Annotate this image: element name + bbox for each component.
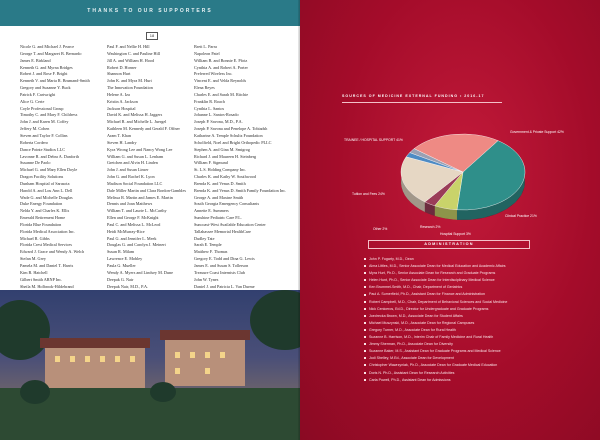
label-research: Research 2%	[420, 225, 441, 229]
administration-item	[364, 377, 574, 384]
administration-item-text: Jimmy Sherman, Ph.D., Associate Dean for Diversity	[369, 342, 453, 347]
donor-name: Susanne De Paolo	[20, 160, 51, 166]
administration-item	[364, 284, 574, 291]
donor-name: Paul G. and Jennifer L. Meek	[107, 235, 157, 241]
donor-name: Michael R. Gibbs	[20, 235, 50, 241]
administration-item	[364, 348, 574, 355]
donor-name: Gretchen and Alvin H. Linden	[107, 160, 158, 166]
donor-name: Douglas G. and Carolyn J. Meinert	[107, 242, 166, 248]
donor-name: Steven H. Landry	[107, 139, 137, 145]
donor-name: Brenda K. and Venus D. Smith	[194, 180, 246, 186]
bullet-icon	[364, 294, 366, 296]
donor-name: Treasure Coast Internists Club	[194, 269, 245, 275]
donor-name: Kyra Wrong Lee and Nancy Wong Lee	[107, 146, 173, 152]
bullet-icon	[364, 372, 366, 374]
label-hospital: Hospital Support 3%	[440, 232, 471, 236]
administration-item-text: Suzanne B. Harrison, M.D., Interim Chair of Family Medicine and Rural Health	[369, 335, 494, 340]
donor-name: Wade G. and Michelle Douglas	[20, 194, 73, 200]
donor-name: The Innovation Foundation	[107, 85, 153, 91]
chart-title: SOURCES OF MEDICINE EXTERNAL FUNDING • 2016-17	[342, 94, 485, 98]
donor-name: Sarah E. Temple	[194, 242, 222, 248]
donor-name: Napoleon Patel	[194, 50, 220, 56]
bullet-icon	[364, 343, 366, 345]
donor-name: Pamela M. and Daniel T. Harris	[20, 263, 74, 268]
donor-name: Elena Reyes	[194, 85, 215, 91]
bullet-icon	[364, 357, 366, 359]
label-trainee-support: TRAINEE / HOSPITAL SUPPORT 41%	[344, 138, 403, 142]
donor-name: Florida Blue Foundation	[20, 221, 62, 227]
page-number: 18	[146, 32, 158, 40]
donor-name: Florida Medical Association Inc.	[20, 228, 75, 234]
donor-name: James E. Birkland	[20, 57, 51, 63]
donor-name: James E. and Susan S. Tollerson	[194, 263, 249, 268]
administration-item	[364, 306, 574, 313]
administration-item-text: Gregory Turner, M.D., Associate Dean for Rural Health	[369, 327, 456, 332]
administration-item	[364, 355, 574, 362]
donor-name: Ellen and George F. McKnight	[107, 215, 159, 221]
donor-name: Charles K. and Kathy W. Southwood	[194, 174, 256, 180]
administration-item	[364, 341, 574, 348]
donor-name: Jill A. and William H. Hood	[107, 57, 155, 63]
bullet-icon	[364, 364, 366, 366]
donor-name: Tallahassee Memorial HealthCare	[194, 228, 251, 234]
bullet-icon	[364, 301, 366, 303]
donor-name: Paula G. Mueller	[107, 263, 136, 268]
donor-name: Matthew F. Thomas	[194, 249, 228, 255]
donor-name: William F. Sigmund	[194, 160, 228, 166]
donor-name: Gregory and Suzanne Y. Buck	[20, 85, 71, 91]
donor-name: Edward J. Grace and Wendy A. Welch	[20, 249, 85, 255]
donor-column-3	[194, 44, 287, 318]
administration-item	[364, 256, 574, 263]
donor-column-1	[20, 44, 100, 325]
chart-title-rule	[342, 102, 502, 103]
donor-name: Kenneth V. and Maria R. Brumand-Smith	[20, 78, 90, 84]
donor-name: Dennis and Joan Matthews	[107, 201, 153, 207]
bullet-icon	[364, 265, 366, 267]
administration-item	[364, 313, 574, 320]
donor-name: Steven and Taylor F. Collins	[20, 132, 68, 138]
donor-name: Stephen A. and Gina M. Smigrog	[194, 146, 250, 152]
administration-item-text: Michael Muszynski, M.D., Associate Dean for Regional Campuses	[369, 320, 475, 325]
donor-name: William G. and Susan L. Lenham	[107, 153, 164, 159]
administration-item-text: Helen Hunt, Ph.D., Senior Associate Dean for Interdisciplinary Medical Science	[369, 278, 495, 283]
donor-name: Deepak G. Nair	[107, 276, 134, 282]
administration-list	[364, 256, 574, 384]
donor-name: Heidi McMurray-Rice	[107, 228, 145, 234]
administration-item	[364, 334, 574, 341]
donor-name: Katharine A. Temple Schultz Foundation	[194, 132, 263, 138]
donor-name: Paul F. and Nellie H. Hill	[107, 44, 150, 49]
donor-name: Emerald Retirement Home	[20, 215, 66, 221]
donor-name: William T. and Laurie L. McCarthy	[107, 208, 167, 214]
donor-name: George T. and Margaret B. Bernardo	[20, 50, 82, 56]
donor-name: John J. and Karen M. Coffey	[20, 119, 69, 125]
administration-item-text: Alma Littles, M.D., Senior Associate Dean for Medical Education and Academic Affairs	[369, 264, 506, 269]
donor-name: Vincent E. and Velda Reynolds	[194, 78, 247, 84]
administration-item-text: Joedrecka Brown, M.D., Associate Dean for Student Affairs	[369, 313, 463, 318]
donor-name: Lawrence E. Mobley	[107, 256, 143, 262]
bullet-icon	[364, 336, 366, 338]
donor-name: Cynthia A. and Robert A. Porter	[194, 64, 248, 70]
donor-name: Johanne L. Santos-Rosado	[194, 112, 239, 118]
bullet-icon	[364, 308, 366, 310]
bullet-icon	[364, 272, 366, 274]
donor-name: Dudley Tate	[194, 235, 215, 241]
administration-item-text: Christopher Wawrzyniak, Ph.D., Associate Dean for Graduate Medical Education	[369, 363, 498, 368]
bullet-icon	[364, 286, 366, 288]
donor-name: Kathleen M. Kennedy and Gerald F. Offner	[107, 126, 180, 132]
donor-name: John K. and Myra M. Hurt	[107, 78, 152, 84]
administration-title: ADMINISTRATION	[424, 242, 474, 246]
donor-name: Timothy C. and Mary F. Childress	[20, 112, 78, 118]
bullet-icon	[364, 258, 366, 260]
donor-name: Robert J. and Rose F. Bright	[20, 71, 68, 77]
donor-name: Suncoast-West Available Education Center	[194, 221, 266, 227]
donor-name: Dunham Hospital of Sarasota	[20, 180, 70, 186]
donor-name: John W. Tynes	[194, 276, 219, 282]
label-other: Other 2%	[373, 227, 388, 231]
donor-name: Helene A. Iza	[107, 91, 130, 97]
campus-photo	[0, 290, 300, 440]
donor-name: Sunshine Pediatric Care P.L.	[194, 215, 242, 221]
administration-item-text: Jodi Shelley, M.Ed., Associate Dean for Development	[369, 356, 454, 361]
administration-item-text: Robert Campbell, M.D., Chair, Department of Behavioral Sciences and Social Medicine	[369, 299, 508, 304]
bullet-icon	[364, 350, 366, 352]
donor-name: Paul C. and Melissa L. McLeod	[107, 221, 161, 227]
donor-name: Jackson Hospital	[107, 105, 136, 111]
donor-name: Charles E. and Sarah M. Ritchie	[194, 91, 249, 97]
donor-name: Preferred Wireless Inc.	[194, 71, 233, 77]
donor-name: Scholfield, Noel and Bright Orthopedic PLLC	[194, 139, 272, 145]
page-title: THANKS TO OUR SUPPORTERS	[87, 8, 213, 14]
administration-item	[364, 270, 574, 277]
donor-name: Dance Pointe Studios LLC	[20, 146, 66, 152]
administration-header	[368, 240, 530, 249]
donor-name: Joseph P. Savona, M.D., P.A.	[194, 119, 243, 125]
administration-item-text: Nick Ceniceros, Ed.D., Director for Undergraduate and Graduate Programs	[369, 306, 489, 311]
donor-name: Stefan M. Grey	[20, 256, 46, 262]
donor-name: Duke Energy Foundation	[20, 201, 63, 207]
administration-item	[364, 263, 574, 270]
donor-name: Susan R. Milam	[107, 249, 135, 255]
donor-name: Gilbert Smith ARNP Inc.	[20, 276, 63, 282]
label-clinical: Clinical Practice 21%	[505, 214, 537, 218]
label-tuition-fees: Tuition and Fees 24%	[352, 192, 385, 196]
administration-item-text: Paul A. Sumerfield, Ph.D., Assistant Dean for Finance and Administration	[369, 292, 486, 297]
administration-item	[364, 320, 574, 327]
donor-name: Jeffery M. Cohen	[20, 126, 50, 132]
donor-name: Coyle Professional Group	[20, 105, 64, 111]
donor-name: Daniel J. and Patricia L. Van Durme	[194, 283, 255, 289]
donor-name: Dale Miller Martin and Clara Bordon-Gambles	[107, 187, 186, 193]
administration-item-text: Carla Powell, Ph.D., Assistant Dean for Admissions	[369, 377, 451, 382]
donor-name: Kim B. Hatchell	[20, 269, 48, 275]
donor-name: Nicole G. and Michael J. Pearce	[20, 44, 75, 49]
donor-name: Brett L. Parra	[194, 44, 217, 49]
donor-name: Kenneth G. and Myrna Bridges	[20, 64, 73, 70]
donor-name: John J. and Susan Linser	[107, 167, 149, 173]
bullet-icon	[364, 379, 366, 381]
administration-item	[364, 291, 574, 298]
donor-name: Richard J. and Maureen H. Steinberg	[194, 153, 257, 159]
administration-item	[364, 299, 574, 306]
donor-name: Cynthia L. Santos	[194, 105, 225, 111]
administration-item-text: John P. Fogarty, M.D., Dean	[369, 257, 414, 261]
label-govt-private: Government & Private Support 42%	[510, 130, 564, 134]
donor-name: Joseph P. Savona and Penelope A. Tobiadsh	[194, 126, 268, 132]
administration-item-text: Suzanne Baker, M.S., Assistant Dean for Graduate Programs and Medical Science	[369, 349, 501, 354]
donor-name: Melissa R. Martin and James E. Martin	[107, 194, 173, 200]
donor-name: William B. and Bonnie E. Pfotz	[194, 57, 248, 63]
donor-name: Washington C. and Pauline Hill	[107, 50, 161, 56]
donor-name: Madison Social Foundation LLC	[107, 180, 163, 186]
header-band	[0, 0, 300, 26]
donor-name: Brenda K. and Venus D. Smith Family Foundation Inc.	[194, 187, 287, 193]
donor-name: Florida Crest Medical Services	[20, 242, 72, 248]
donor-name: David K. and Melissa H. Jaggers	[107, 112, 163, 118]
donor-name: Wendy A. Myers and Lindsey M. Dune	[107, 269, 173, 275]
donor-name: Michael R. and Michelle L. Juergel	[107, 119, 167, 125]
donor-name: George A. and Maxine Smith	[194, 194, 244, 200]
donor-name: Kristin A. Jackson	[107, 98, 138, 104]
donor-name: Dragon Facility Solutions	[20, 174, 64, 180]
donor-column-2	[107, 44, 187, 318]
donor-name: Deepak Nair, M.D., P.A.	[107, 283, 149, 289]
donor-name: Robert D. Horner	[107, 64, 137, 70]
donor-name: Lavonne R. and Debra A. Danforth	[20, 153, 79, 159]
administration-item	[364, 327, 574, 334]
administration-item	[364, 370, 574, 377]
donor-name: Annette E. Summers	[194, 208, 229, 214]
administration-item-text: Myra Hurt, Ph.D., Senior Associate Dean for Research and Graduate Programs	[369, 271, 496, 276]
donor-name: Sheila M. Holbrook-Hildebrand	[20, 283, 74, 289]
administration-item	[364, 277, 574, 284]
administration-item	[364, 362, 574, 369]
donor-name: Roberta Cordero	[20, 139, 49, 145]
donor-name: Aram T. Khan	[107, 132, 131, 138]
donor-name: Gregory E. Todd and Dina G. Lewis	[194, 256, 255, 262]
donor-name: Alice G. Cerie	[20, 98, 45, 104]
bullet-icon	[364, 329, 366, 331]
donor-name: Harold A. and Lou Ann L. Dell	[20, 187, 73, 193]
donor-name: St. L.S. Holding Company Inc.	[194, 167, 247, 173]
bullet-icon	[364, 315, 366, 317]
administration-item-text: Doris N. Ph.D., Assistant Dean for Research Activities	[369, 370, 455, 375]
donor-name: Franklin R. Roach	[194, 98, 225, 104]
right-page	[300, 0, 600, 440]
donor-name: Nelda Y. and Charles K. Ellis	[20, 208, 70, 214]
administration-item-text: Ken Brummel-Smith, M.D., Chair, Department of Geriatrics	[369, 285, 463, 290]
bullet-icon	[364, 322, 366, 324]
donor-name: John G. and Rachel K. Lyon	[107, 174, 155, 180]
bullet-icon	[364, 279, 366, 281]
donor-name: South Georgia Emergency Consultants	[194, 201, 260, 207]
donor-name: Michael G. and Mary Ellen Doyle	[20, 167, 78, 173]
donor-name: Shannon Hurt	[107, 71, 131, 77]
donor-name: Patrick F. Cartwright	[20, 91, 56, 97]
